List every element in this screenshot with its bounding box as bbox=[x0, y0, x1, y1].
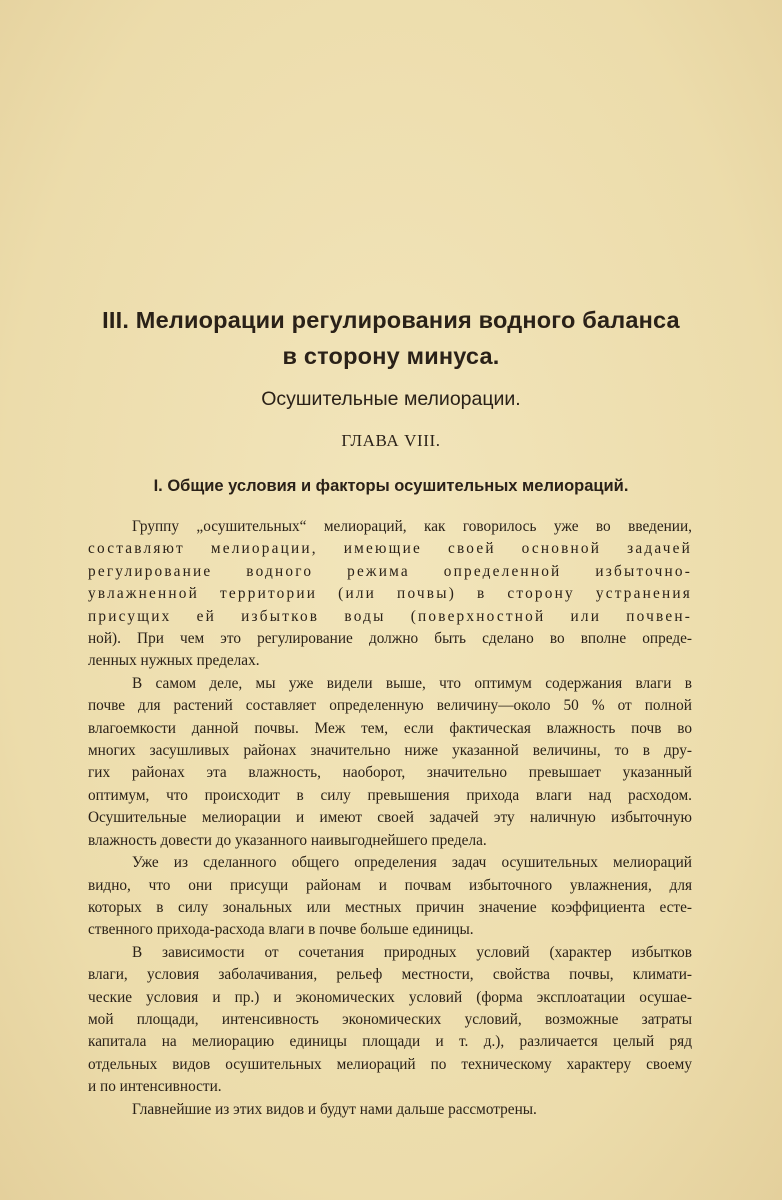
text-line: капитала на мелиорацию единицы площади и т. д.), различается целый ряд bbox=[88, 1033, 692, 1051]
text-line: отдельных видов осушительных мелиораций по техническому характеру своему bbox=[88, 1055, 692, 1073]
text-line: ственного прихода-расхода влаги в почве больше единицы. bbox=[88, 921, 474, 939]
text-line: Уже из сделанного общего определения задач осушительных мелиораций bbox=[132, 854, 692, 872]
text-line: Группу „осушительных“ мелиораций, как говорилось уже во введении, bbox=[132, 518, 692, 535]
text-line: которых в силу зональных или местных причин значение коэффициента есте- bbox=[88, 898, 692, 916]
text-line: многих засушливых районах значительно ниже указанной величины, то в дру- bbox=[88, 742, 692, 760]
text-line: оптимум, что происходит в силу превышения прихода влаги над расходом. bbox=[88, 786, 692, 804]
text-line: составляют мелиорации, имеющие своей основной задачей bbox=[88, 540, 692, 558]
text-line: гих районах эта влажность, наоборот, значительно превышает указанный bbox=[88, 764, 692, 782]
paragraph-5 bbox=[88, 1099, 692, 1121]
subtitle: Осушительные мелиорации. bbox=[261, 388, 521, 410]
text-line: и по интенсивности. bbox=[88, 1078, 222, 1096]
text-line: В самом деле, мы уже видели выше, что оптимум содержания влаги в bbox=[132, 674, 692, 692]
text-line: влагоемкости данной почвы. Меж тем, если фактическая влажность почв во bbox=[88, 719, 692, 737]
section-title: I. Общие условия и факторы осушительных мелиораций. bbox=[153, 477, 629, 495]
text-line: ной). При чем это регулирование должно быть сделано во вполне опреде- bbox=[88, 630, 692, 648]
text-line: влаги, условия заболачивания, рельеф местности, свойства почвы, климати- bbox=[88, 966, 692, 984]
text-line: влажность довести до указанного наивыгоднейшего предела. bbox=[88, 831, 487, 849]
paragraph-1 bbox=[88, 516, 692, 673]
text-line: почве для растений составляет определенную величину—около 50 % от полной bbox=[88, 697, 692, 715]
text-line: В зависимости от сочетания природных условий (характер избытков bbox=[132, 943, 692, 961]
text-line: присущих ей избытков воды (поверхностной или почвен- bbox=[88, 607, 692, 625]
paragraph-4 bbox=[88, 942, 692, 1099]
paragraph-2 bbox=[88, 673, 692, 852]
part-title-line-1: III. Мелиорации регулирования водного баланса bbox=[102, 307, 680, 333]
text-line: ленных нужных пределах. bbox=[88, 652, 260, 670]
text-line: Главнейшие из этих видов и будут нами дальше рассмотрены. bbox=[132, 1100, 537, 1118]
text-line: Осушительные мелиорации и имеют своей задачей эту наличную избыточную bbox=[88, 809, 692, 827]
part-title bbox=[60, 302, 722, 374]
chapter-heading: ГЛАВА VIII. bbox=[341, 431, 441, 450]
paragraph-3 bbox=[88, 852, 692, 942]
part-title-line-2: в сторону минуса. bbox=[282, 343, 500, 369]
text-line: мой площади, интенсивность экономических условий, возможные затраты bbox=[88, 1010, 692, 1028]
text-line: увлажненной территории (или почвы) в сторону устранения bbox=[88, 585, 692, 603]
body-text bbox=[88, 516, 692, 1121]
text-line: видно, что они присущи районам и почвам избыточного увлажнения, для bbox=[88, 876, 692, 894]
text-line: регулирование водного режима определенной избыточно- bbox=[88, 562, 692, 580]
text-line: ческие условия и пр.) и экономических условий (форма эксплоатации осушае- bbox=[88, 988, 692, 1006]
